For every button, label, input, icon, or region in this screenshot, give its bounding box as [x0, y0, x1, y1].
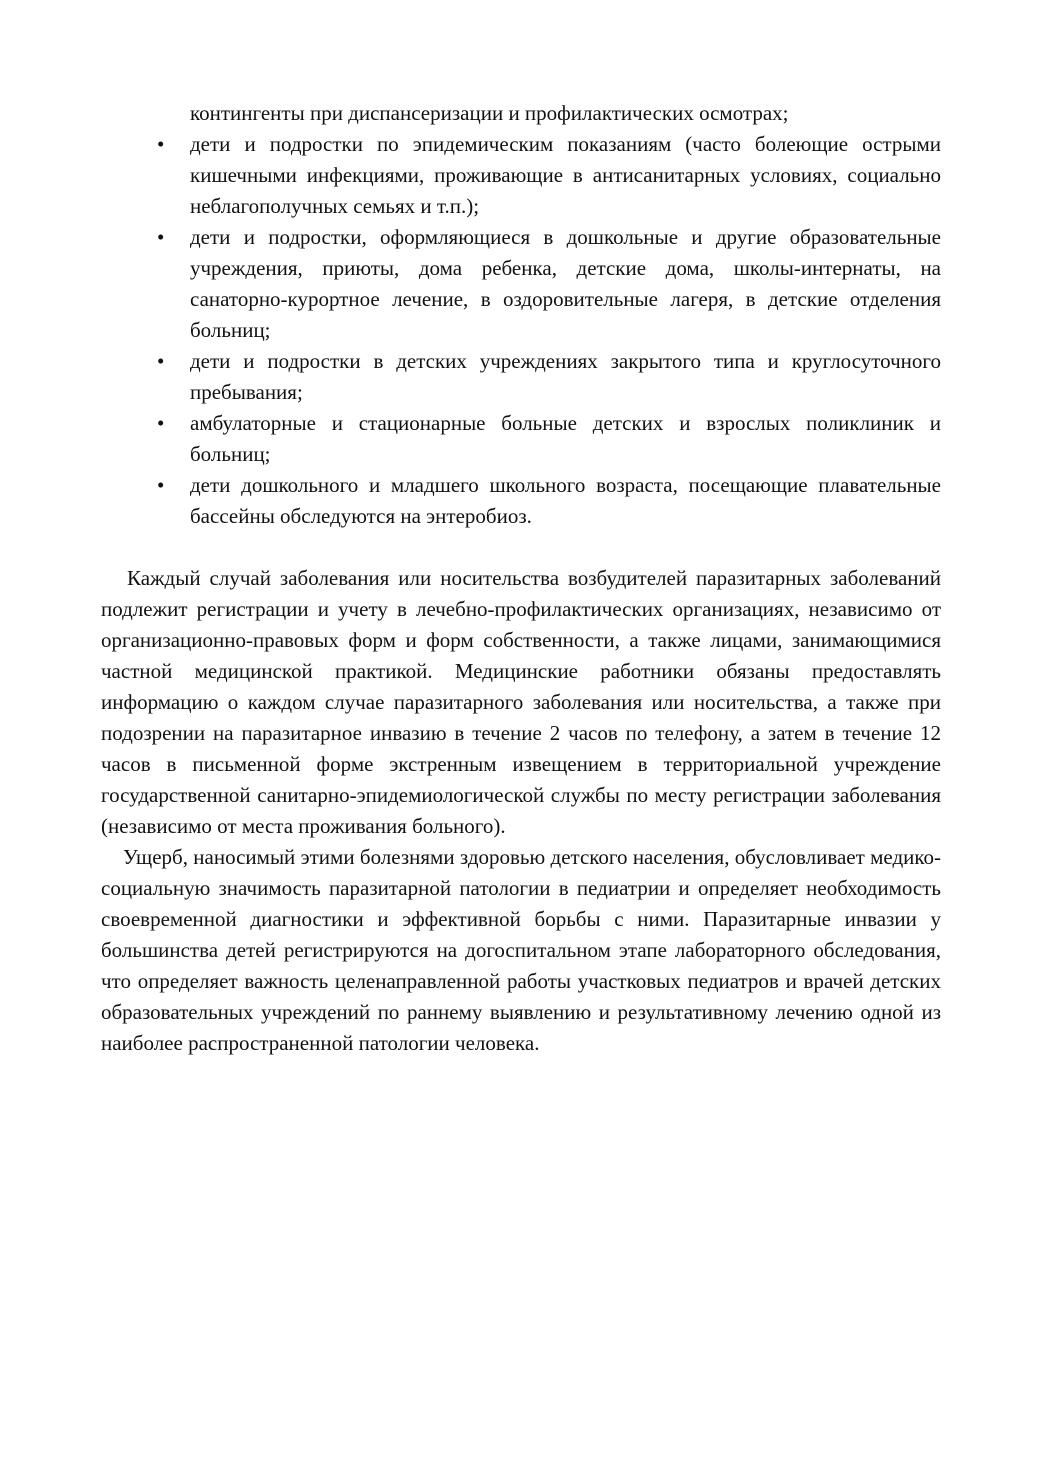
- bullet-marker: •: [157, 411, 165, 435]
- list-continuation-line: контингенты при диспансеризации и профилактических осмотрах;: [190, 101, 789, 125]
- list-item-text: дети и подростки, оформляющиеся в дошкольные и другие образовательные учреждения, приюты, дома ребенка, детские дома, школы-интернаты, на санаторно-курортное лечение, в оздоровительные лагеря, в детские отделения больниц;: [190, 225, 941, 342]
- bullet-marker: •: [157, 225, 165, 249]
- list-item-text: амбулаторные и стационарные больные детских и взрослых поликлиник и больниц;: [190, 411, 941, 466]
- bullet-marker: •: [157, 349, 165, 373]
- bullet-marker: •: [157, 132, 165, 156]
- registration-paragraph: Каждый случай заболевания или носительства возбудителей паразитарных заболеваний подлежит регистрации и учету в лечебно-профилактических организациях, независимо от организационно-правовых форм и форм собственности, а также лицами, занимающимися частной медицинской практикой. Медицинские работники обязаны предоставлять информацию о каждом случае паразитарного заболевания или носительства, а также при подозрении на паразитарное инвазию в течение 2 часов по телефону, а затем в течение 12 часов в письменной форме экстренным извещением в территориальной учреждение государственной санитарно-эпидемиологической службы по месту регистрации заболевания (независимо от места проживания больного).: [101, 566, 941, 838]
- list-item-text: дети и подростки по эпидемическим показаниям (часто болеющие острыми кишечными инфекциями, проживающие в антисанитарных условиях, социально неблагополучных семьях и т.п.);: [190, 132, 941, 218]
- list-item-text: дети и подростки в детских учреждениях закрытого типа и круглосуточного пребывания;: [190, 349, 941, 404]
- list-item: [101, 470, 941, 532]
- list-item: [101, 222, 941, 346]
- screening-groups-list: [101, 129, 941, 532]
- significance-paragraph: Ущерб, наносимый этими болезнями здоровью детского населения, обусловливает медико-социальную значимость паразитарной патологии в педиатрии и определяет необходимость своевременной диагностики и эффективной борьбы с ними. Паразитарные инвазии у большинства детей регистрируются на догоспитальном этапе лабораторного обследования, что определяет важность целенаправленной работы участковых педиатров и врачей детских образовательных учреждений по раннему выявлению и результативному лечению одной из наиболее распространенной патологии человека.: [101, 845, 941, 1055]
- document-body: [101, 98, 941, 1059]
- list-item: [101, 346, 941, 408]
- paragraph-spacer: [101, 532, 941, 563]
- list-item: [101, 129, 941, 222]
- bullet-marker: •: [157, 473, 165, 497]
- list-item: [101, 408, 941, 470]
- list-item-text: дети дошкольного и младшего школьного возраста, посещающие плавательные бассейны обследуются на энтеробиоз.: [190, 473, 941, 528]
